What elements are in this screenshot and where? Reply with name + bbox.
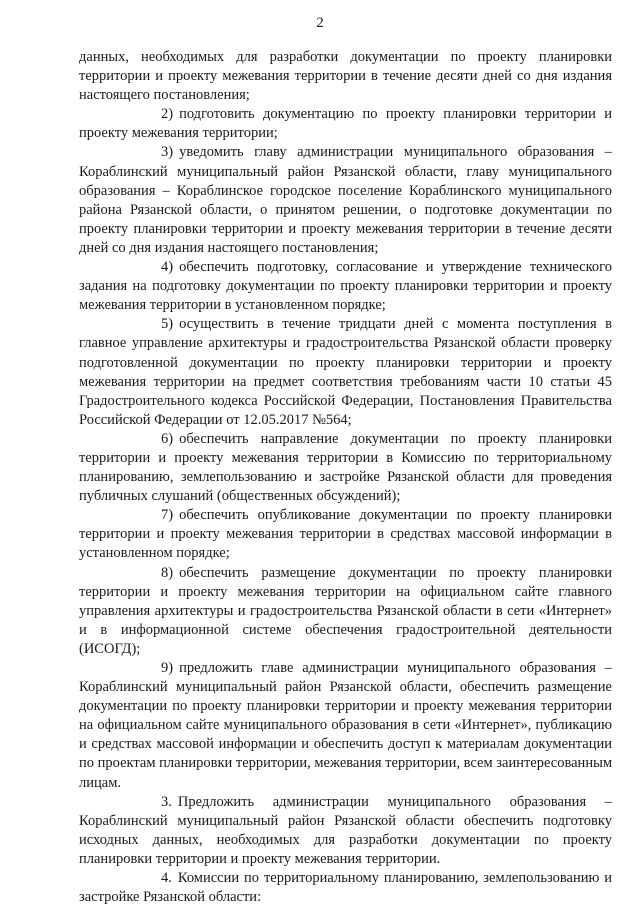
item-text: обеспечить подготовку, согласование и утверждение технического задания на подготовку документации по проекту планировки территории и проекту межевания территории в установленном порядке; (79, 259, 612, 314)
list-item (79, 793, 612, 869)
item-text: предложить главе администрации муниципального образования – Кораблинский муниципальный район Рязанской области, обеспечить размещение документации по проекту планировки территории и проекту межевания территории на официальном сайте муниципального образования в сети «Интернет», публикацию и средствах массовой информации и обеспечить доступ к материалам документации по проектам планировки территории, межевания территории, всем заинтересованным лицам. (79, 660, 612, 791)
list-item (79, 506, 612, 563)
item-number: 7) (161, 507, 174, 524)
item-number: 3) (161, 144, 174, 161)
item-number: 4) (161, 259, 174, 276)
item-text: Предложить администрации муниципального образования – Кораблинский муниципальный район Рязанской области обеспечить подготовку исходных данных, необходимых для разработки документации по проекту планировки территории и проекту межевания территории. (79, 793, 612, 867)
item-text: обеспечить опубликование документации по проекту планировки территории и проекту межевания территории в средствах массовой информации в установленном порядке; (79, 507, 612, 562)
item-text: Комиссии по территориальному планированию, землепользованию и застройке Рязанской области: (79, 870, 612, 906)
item-text: обеспечить направление документации по проекту планировки территории и проекту межевания территории в Комиссию по территориальному планированию, землепользованию и застройке Рязанской области для проведения публичных слушаний (общественных обсуждений); (79, 430, 612, 505)
document-body (79, 48, 612, 907)
list-item (79, 315, 612, 430)
item-text: уведомить главу администрации муниципального образования – Кораблинский муниципальный район Рязанской области, главу муниципального образования – Кораблинское городское поселение Кораблинского муниципального района Рязанской области, о принятом решении, о подготовке документации по проекту планировки территории и проекту межевания территории в течение десяти дней со дня издания настоящего постановления; (79, 144, 612, 256)
list-item (79, 105, 612, 143)
item-number: 4. (161, 870, 172, 887)
list-item (79, 869, 612, 907)
paragraph-continuation (79, 48, 612, 105)
item-number: 3. (161, 793, 172, 810)
item-text: подготовить документацию по проекту планировки территории и проекту межевания территории; (79, 106, 612, 142)
item-number: 8) (161, 564, 174, 581)
paragraph-text: данных, необходимых для разработки документации по проекту планировки территории и проекту межевания территории в течение десяти дней со дня издания настоящего постановления; (79, 49, 612, 104)
page-number: 2 (316, 15, 324, 31)
list-item (79, 143, 612, 258)
item-text: осуществить в течение тридцати дней с момента поступления в главное управление архитектуры и градостроительства Рязанской области проверку подготовленной документации по проекту планировки территории и проекту межевания территории на предмет соответствия требованиям части 10 статьи 45 Градостроительного кодекса Российской Федерации, Постановления Правительства Российской Федерации от 12.05.2017 №564; (79, 316, 612, 428)
item-text: обеспечить размещение документации по проекту планировки территории и проекту межевания территории на официальном сайте главного управления архитектуры и градостроительства Рязанской области в сети «Интернет» и в информационной системе обеспечения градостроительной деятельности (ИСОГД); (79, 564, 612, 657)
item-number: 9) (161, 660, 174, 676)
list-item (79, 659, 612, 793)
list-item (79, 564, 612, 659)
item-number: 2) (161, 106, 174, 123)
list-item (79, 430, 612, 506)
item-number: 5) (161, 316, 174, 333)
item-number: 6) (161, 430, 174, 447)
list-item (79, 258, 612, 315)
